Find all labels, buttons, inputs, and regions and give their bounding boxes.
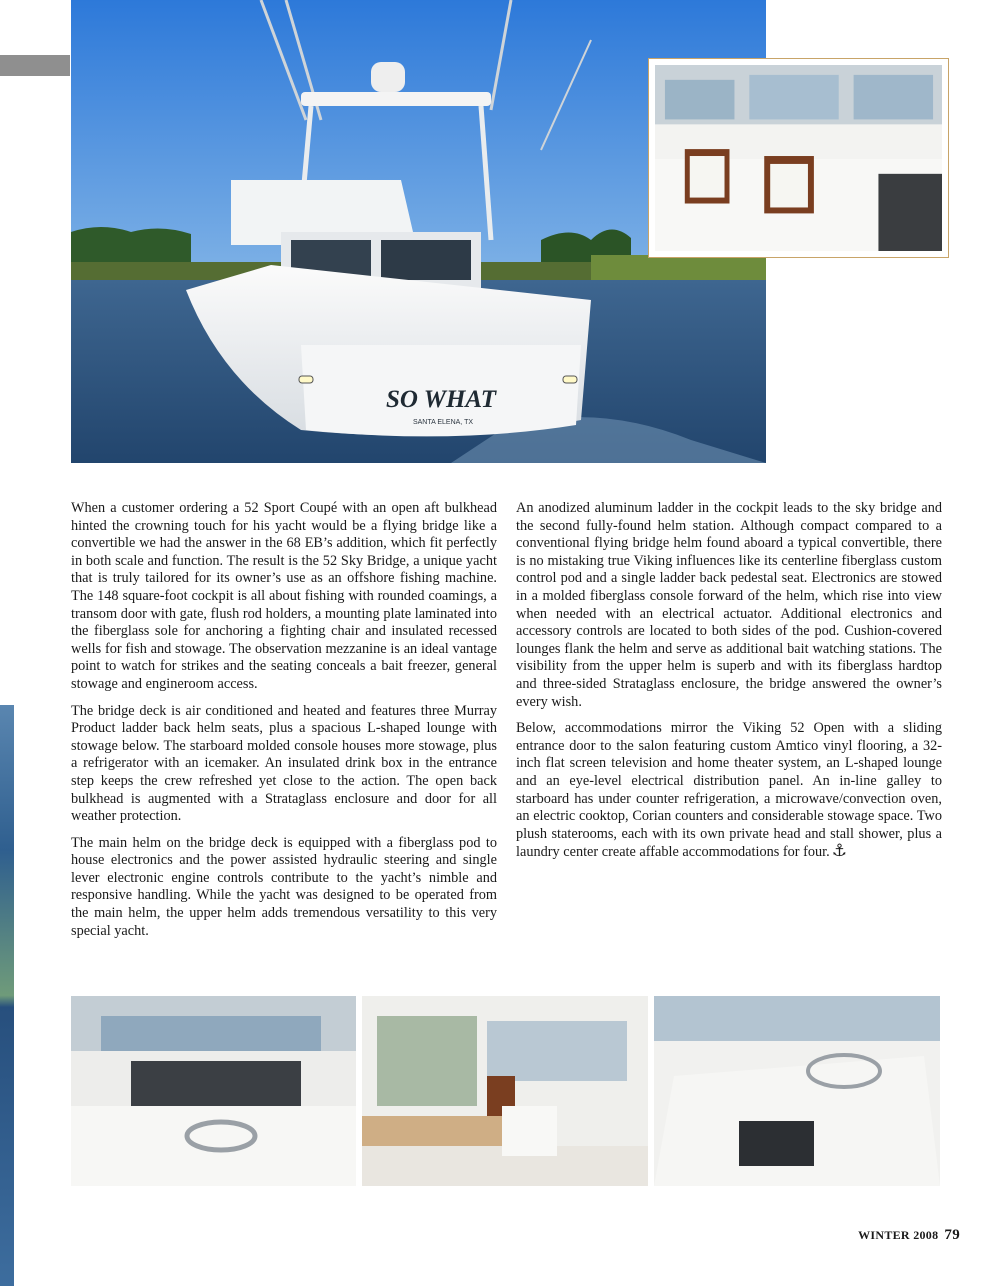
paragraph: When a customer ordering a 52 Sport Coupé with an open aft bulkhead hinted the crowning touch for his yacht would be a flying bridge like a convertible we had the answer in the 68 EB’s addition, which fit perfectly in both scale and function. The result is the 52 Sky Bridge, a unique yacht that is truly tailored for its owner’s use as an offshore fishing machine. The 148 square-foot cockpit is all about fishing with rounded coamings, a transom door with gate, flush rod holders, a mounting plate laminated into the fiberglass sole for anchoring a fighting chair and insulated recessed wells for fish and stowage. The observation mezzanine is an ideal vantage point to watch for strikes and the seating conceals a bait freezer, general stowage and engineroom access. [71,500,497,692]
anchor-icon: ⚓ [831,841,847,862]
page-footer [858,1227,960,1244]
article-column-right [516,500,942,871]
paragraph: The main helm on the bridge deck is equipped with a fiberglass pod to house electronics and the power assisted hydraulic steering and single lever electronic engine controls contribute to the yacht’s nimble and responsive handling. While the yacht was designed to be operated from the main helm, the upper helm adds tremendous versatility to this very special yacht. [71,834,497,939]
issue-label: WINTER 2008 [858,1228,939,1242]
page-number: 79 [944,1227,960,1243]
inset-photo-bridge-helm [648,58,949,258]
photo-bridge-deck-lounge [362,996,648,1186]
paragraph-text: Below, accommodations mirror the Viking 52 Open with a sliding entrance door to the salon featuring custom Amtico vinyl flooring, a 32-inch flat screen television and home theater system, an L-shaped lounge and an eye-level electrical distribution panel. An in-line galley to starboard has under counter refrigeration, a microwave/convection oven, an electric cooktop, Corian counters and considerable stowage space. Two plush staterooms, each with its own private head and stall shower, plus a laundry center create affable accommodations for four. [516,720,942,861]
page-edge-water-strip [0,705,14,1286]
paragraph: The bridge deck is air conditioned and heated and features three Murray Product ladder back helm seats, plus a spacious L-shaped lounge with stowage below. The starboard molded console houses more stowage, plus a refrigerator with an icemaker. An insulated drink box in the entrance step keeps the crew refreshed yet close to the action. The open back bulkhead is augmented with a Strataglass enclosure and door for all weather protection. [71,702,497,825]
paragraph [516,720,942,862]
boat-name-text: SO WHAT [386,386,496,413]
photo-upper-helm-pod [654,996,940,1186]
page-edge-tab [0,55,70,76]
photo-upper-helm-console [71,996,356,1186]
paragraph: An anodized aluminum ladder in the cockpit leads to the sky bridge and the second fully-found helm station. Although compact compared to a conventional flying bridge helm found aboard a typical convertible, there is no mistaking true Viking influences like its centerline fiberglass custom control pod and a single ladder back pedestal seat. Electronics are stowed in a molded fiberglass console forward of the helm, which rise into view when needed with an electrical actuator. Additional electronics and accessory controls are located to both sides of the pod. Cushion-covered lounges flank the helm and serve as additional bait watching stations. The visibility from the upper helm is superb and with its fiberglass hardtop and three-sided Strataglass enclosure, the bridge answered the owner’s every wish. [516,500,942,710]
article-column-left [71,500,497,949]
hailing-port-text: SANTA ELENA, TX [412,419,474,426]
